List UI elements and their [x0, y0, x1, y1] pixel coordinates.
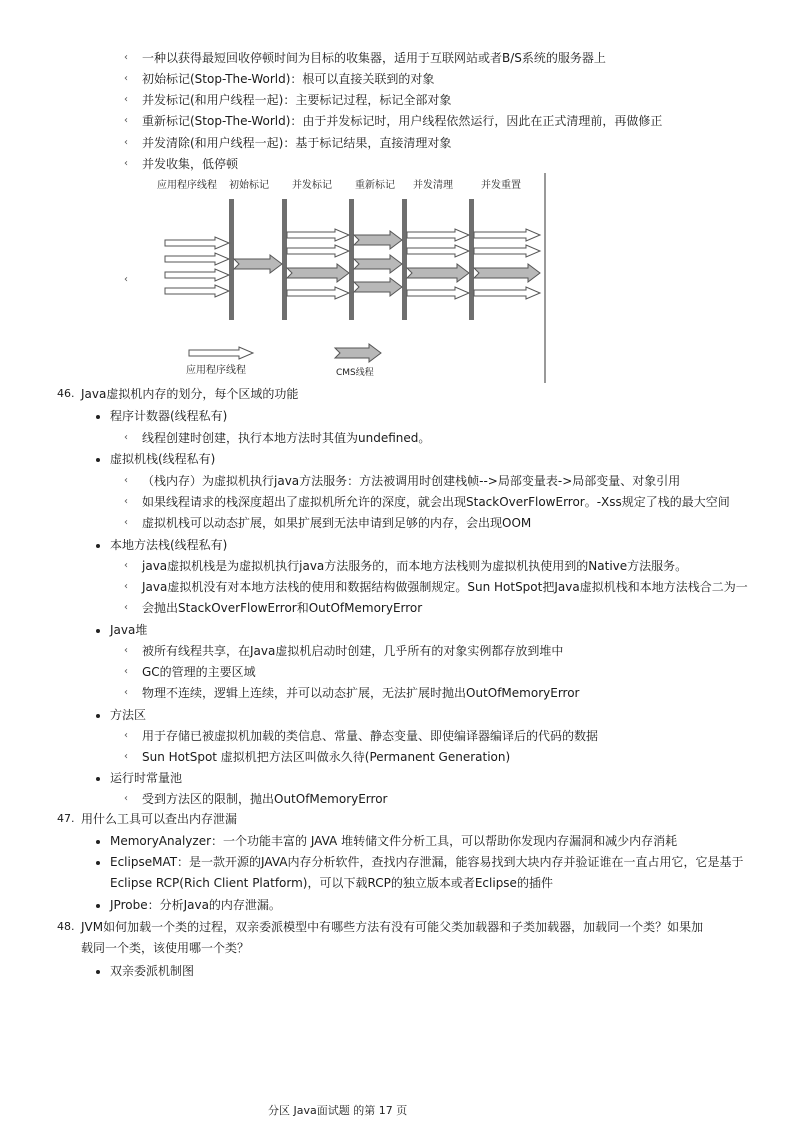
item-text: 虚拟机栈可以动态扩展，如果扩展到无法申请到足够的内存，会出现OOM: [142, 516, 532, 530]
cms-thread-arrow: [474, 264, 540, 282]
section-title: Java堆: [110, 623, 148, 637]
sub-bullet-icon: ‹: [124, 94, 128, 105]
bullet-icon: [96, 970, 100, 974]
phase-boundary-bar: [469, 199, 474, 320]
item-text: 重新标记(Stop-The-World)：由于并发标记时，用户线程依然运行，因此在正式清理前，再做修正: [142, 114, 663, 128]
cms-thread-arrow: [354, 231, 402, 249]
app-thread-arrow: [287, 287, 349, 299]
app-thread-arrow: [165, 237, 229, 249]
item-text: 并发收集，低停顿: [142, 157, 239, 171]
item-text: 并发清除(和用户线程一起)：基于标记结果，直接清理对象: [142, 136, 452, 150]
bullet-icon: [96, 904, 100, 908]
app-thread-arrow: [287, 229, 349, 241]
sub-bullet-icon: ‹: [124, 137, 128, 148]
sub-bullet-icon: ‹: [124, 687, 128, 698]
question-title: 载同一个类，该使用哪一个类？: [81, 941, 250, 955]
item-text: 并发标记(和用户线程一起)：主要标记过程，标记全部对象: [142, 93, 452, 107]
cms-phase-diagram: [0, 0, 794, 390]
item-text: JProbe：分析Java的内存泄漏。: [110, 898, 281, 912]
section-title: 程序计数器(线程私有): [110, 409, 228, 423]
item-text: （栈内存）为虚拟机执行java方法服务：方法被调用时创建栈帧-->局部变量表->局部变量、对象引用: [142, 474, 681, 488]
app-thread-arrow: [474, 229, 540, 241]
item-text: 双亲委派机制图: [110, 964, 195, 978]
bullet-icon: [96, 544, 100, 548]
item-text: java虚拟机栈是为虚拟机执行java方法服务的，而本地方法栈则为虚拟机执使用到的Native方法服务。: [142, 559, 688, 573]
sub-bullet-icon: ‹: [124, 475, 128, 486]
phase-boundary-bar: [349, 199, 354, 320]
phase-label: 并发重置: [481, 180, 521, 191]
item-text: EclipseMAT：是一款开源的JAVA内存分析软件，查找内存泄漏，能容易找到大块内存并验证谁在一直占用它，它是基于: [110, 855, 744, 869]
sub-bullet-icon: ‹: [124, 751, 128, 762]
item-text: 如果线程请求的栈深度超出了虚拟机所允许的深度，就会出现StackOverFlowError。-Xss规定了栈的最大空间: [142, 495, 730, 509]
item-text: 初始标记(Stop-The-World)：根可以直接关联到的对象: [142, 72, 435, 86]
sub-bullet-icon: ‹: [124, 517, 128, 528]
sub-bullet-icon: ‹: [124, 793, 128, 804]
phase-label: 并发清理: [413, 180, 453, 191]
sub-bullet-icon: ‹: [124, 274, 128, 285]
app-thread-arrow: [407, 287, 469, 299]
item-text: 一种以获得最短回收停顿时间为目标的收集器，适用于互联网站或者B/S系统的服务器上: [142, 51, 606, 65]
sub-bullet-icon: ‹: [124, 581, 128, 592]
app-thread-arrow: [474, 245, 540, 257]
cms-thread-arrow: [287, 264, 349, 282]
item-text: GC的管理的主要区域: [142, 665, 256, 679]
section-title: 虚拟机栈(线程私有): [110, 452, 216, 466]
bullet-icon: [96, 861, 100, 865]
sub-bullet-icon: ‹: [124, 52, 128, 63]
sub-bullet-icon: ‹: [124, 602, 128, 613]
item-text: 被所有线程共享，在Java虚拟机启动时创建，几乎所有的对象实例都存放到堆中: [142, 644, 564, 658]
item-text: 受到方法区的限制，抛出OutOfMemoryError: [142, 792, 388, 806]
section-title: 本地方法栈(线程私有): [110, 538, 228, 552]
sub-bullet-icon: ‹: [124, 645, 128, 656]
cms-thread-arrow: [335, 344, 381, 362]
phase-label: 并发标记: [292, 180, 332, 191]
sub-bullet-icon: ‹: [124, 115, 128, 126]
app-thread-arrow: [165, 285, 229, 297]
section-title: 运行时常量池: [110, 771, 183, 785]
legend-cms-label: CMS线程: [336, 368, 374, 378]
legend-app-label: 应用程序线程: [186, 365, 246, 376]
sub-bullet-icon: ‹: [124, 730, 128, 741]
cms-thread-arrow: [354, 255, 402, 273]
phase-boundary-bar: [229, 199, 234, 320]
bullet-icon: [96, 777, 100, 781]
sub-bullet-icon: ‹: [124, 73, 128, 84]
bullet-icon: [96, 415, 100, 419]
bullet-icon: [96, 714, 100, 718]
cms-thread-arrow: [354, 278, 402, 296]
sub-bullet-icon: ‹: [124, 560, 128, 571]
phase-label: 应用程序线程: [157, 180, 217, 191]
question-number: 48.: [57, 920, 75, 933]
question-title: 用什么工具可以查出内存泄漏: [81, 812, 238, 826]
item-text: 线程创建时创建，执行本地方法时其值为undefined。: [142, 431, 431, 445]
bullet-icon: [96, 629, 100, 633]
app-thread-arrow: [407, 245, 469, 257]
phase-boundary-bar: [282, 199, 287, 320]
sub-bullet-icon: ‹: [124, 432, 128, 443]
phase-boundary-bar: [402, 199, 407, 320]
sub-bullet-icon: ‹: [124, 496, 128, 507]
item-text: 会抛出StackOverFlowError和OutOfMemoryError: [142, 601, 423, 615]
item-text: Sun HotSpot 虚拟机把方法区叫做永久待(Permanent Generation): [142, 750, 511, 764]
section-title: 方法区: [110, 708, 147, 722]
item-text: MemoryAnalyzer：一个功能丰富的 JAVA 堆转储文件分析工具，可以帮助你发现内存漏洞和减少内存消耗: [110, 834, 678, 848]
app-thread-arrow: [287, 245, 349, 257]
item-text: Java虚拟机没有对本地方法栈的使用和数据结构做强制规定。Sun HotSpot把Java虚拟机栈和本地方法栈合二为一: [142, 580, 748, 594]
page-footer: 分区 Java面试题 的第 17 页: [268, 1104, 408, 1117]
sub-bullet-icon: ‹: [124, 158, 128, 169]
item-text: 用于存储已被虚拟机加载的类信息、常量、静态变量、即使编译器编译后的代码的数据: [142, 729, 599, 743]
phase-label: 重新标记: [355, 180, 395, 191]
app-thread-arrow: [165, 269, 229, 281]
item-text: Eclipse RCP(Rich Client Platform)，可以下载RCP的独立版本或者Eclipse的插件: [110, 876, 553, 890]
cms-thread-arrow: [407, 264, 469, 282]
cms-thread-arrow: [234, 255, 282, 273]
question-title: JVM如何加载一个类的过程，双亲委派模型中有哪些方法有没有可能父类加载器和子类加载器，加载同一个类？如果加: [81, 920, 704, 934]
bullet-icon: [96, 840, 100, 844]
bullet-icon: [96, 458, 100, 462]
question-number: 46.: [57, 387, 75, 400]
item-text: 物理不连续，逻辑上连续，并可以动态扩展，无法扩展时抛出OutOfMemoryError: [142, 686, 580, 700]
phase-label: 初始标记: [229, 180, 269, 191]
question-number: 47.: [57, 812, 75, 825]
app-thread-arrow: [474, 287, 540, 299]
app-thread-arrow: [407, 229, 469, 241]
question-title: Java虚拟机内存的划分，每个区域的功能: [81, 387, 299, 401]
sub-bullet-icon: ‹: [124, 666, 128, 677]
app-thread-arrow: [165, 253, 229, 265]
app-thread-arrow: [189, 347, 253, 359]
